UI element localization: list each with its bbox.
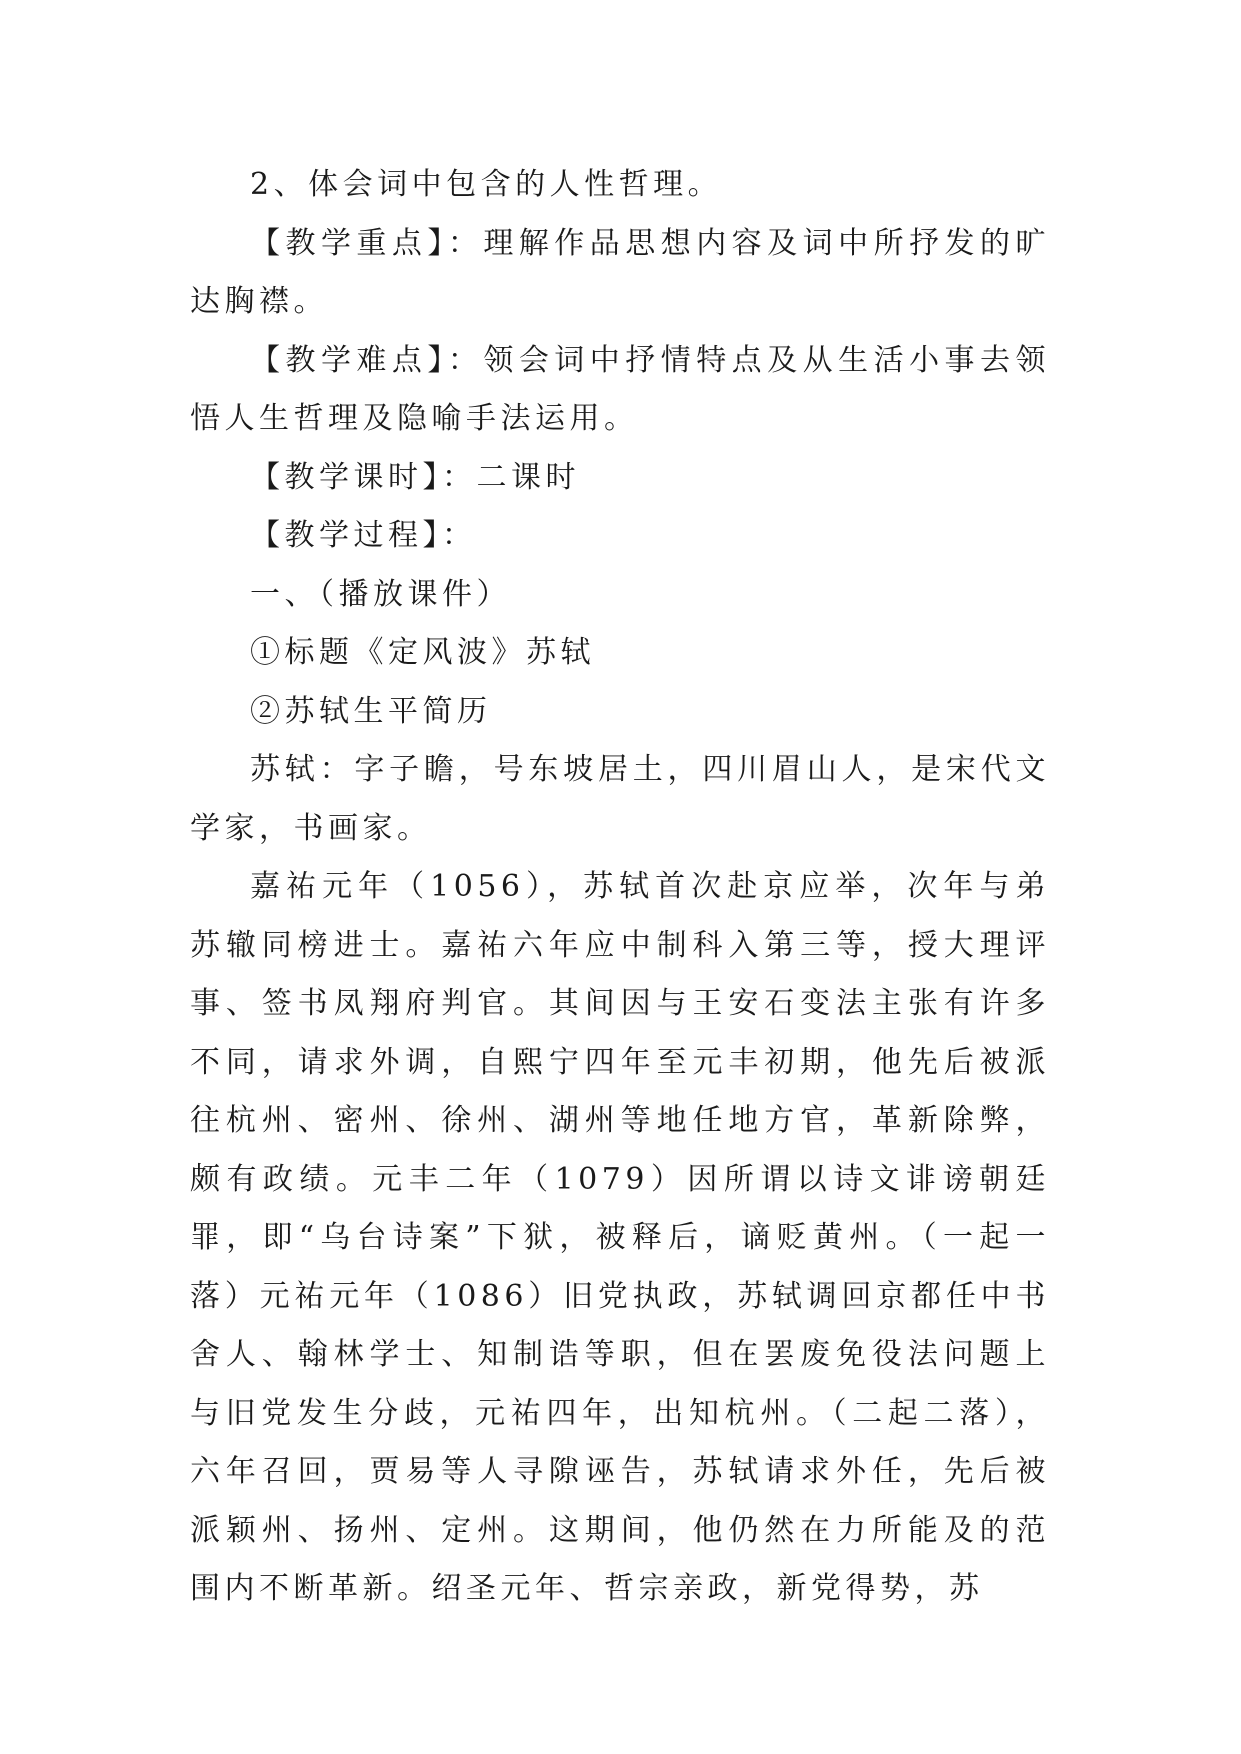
paragraph-teaching-focus: 【教学重点】：理解作品思想内容及词中所抒发的旷达胸襟。: [190, 225, 1050, 319]
paragraph-section-one: 一、（播放课件）: [250, 576, 511, 612]
paragraph-item-biography: ②苏轼生平简历: [250, 693, 492, 729]
paragraph-teaching-process: 【教学过程】：: [250, 518, 477, 553]
paragraph-item-title: ①标题《定风波》苏轼: [250, 635, 595, 670]
paragraph-objective-2: 2、体会词中包含的人性哲理。: [250, 167, 723, 202]
paragraph-class-hours: 【教学课时】：二课时: [250, 459, 580, 495]
document-body: [190, 156, 1050, 1619]
paragraph-author-intro: 苏轼：字子瞻，号东坡居土，四川眉山人，是宋代文学家，书画家。: [190, 752, 1050, 846]
paragraph-teaching-difficulty: 【教学难点】：领会词中抒情特点及从生活小事去领悟人生哲理及隐喻手法运用。: [190, 342, 1050, 436]
paragraph-author-career: 嘉祐元年（1056），苏轼首次赴京应举，次年与弟苏辙同榜进士。嘉祐六年应中制科入第三等，授大理评事、签书凤翔府判官。其间因与王安石变法主张有许多不同，请求外调，自熙宁四年至元丰初期，他先后被派往杭州、密州、徐州、湖州等地任地方官，革新除弊，颇有政绩。元丰二年（1079）因所谓以诗文诽谤朝廷罪，即“乌台诗案”下狱，被释后，谪贬黄州。（一起一落）元祐元年（1086）旧党执政，苏轼调回京都任中书舍人、翰林学士、知制诰等职，但在罢废免役法问题上与旧党发生分歧，元祐四年，出知杭州。（二起二落），六年召回，贾易等人寻隙诬告，苏轼请求外任，先后被派颖州、扬州、定州。这期间，他仍然在力所能及的范围内不断革新。绍圣元年、哲宗亲政，新党得势，苏: [190, 869, 1050, 1606]
